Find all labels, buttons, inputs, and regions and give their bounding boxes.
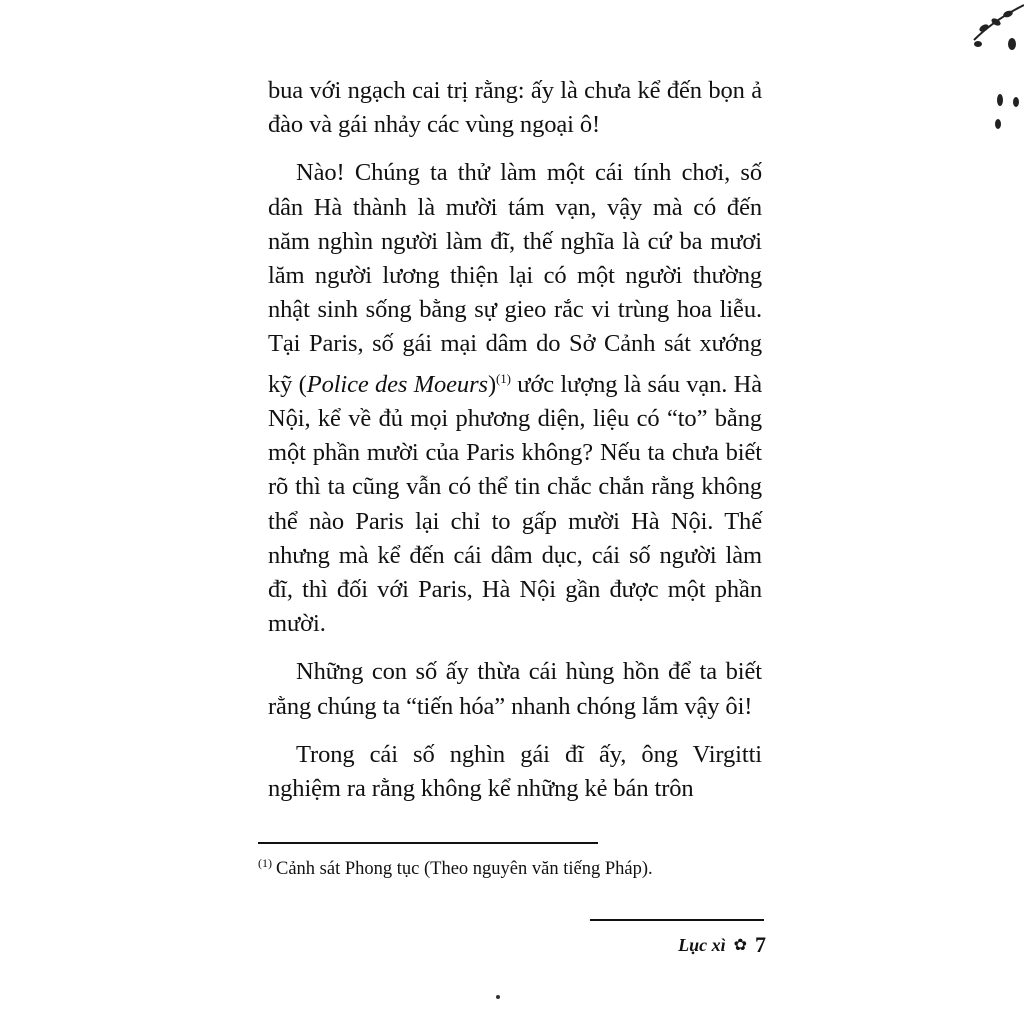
paragraph-2-start: Nào! Chúng ta thử làm một cái tính chơi, số dân Hà thành là mười tám vạn, vậy mà có đến năm nghìn người làm đĩ, thế nghĩa là cứ ba mươi lăm người lương thiện lại có một người thường nhật sinh sống bằng sự gieo rắc vi trùng hoa liễu. Tại Paris, số gái mại dâm do Sở Cảnh sát xướng kỹ — [268, 159, 762, 398]
running-footer — [678, 932, 766, 958]
paragraph-4: Trong cái số nghìn gái đĩ ấy, ông Virgitti nghiệm ra rằng không kể những kẻ bán trôn — [268, 740, 762, 803]
footnote-divider — [258, 842, 598, 844]
footnote-marker: (1) — [258, 856, 272, 870]
page-number: 7 — [755, 932, 766, 957]
paragraph-2: Nào! Chúng ta thử làm một cái tính chơi, số dân Hà thành là mười tám vạn, vậy mà có đến năm nghìn người làm đĩ, thế nghĩa là cứ ba mươi lăm người lương thiện lại có một người thường nhật sinh sống bằng sự gieo rắc vi trùng hoa liễu. Tại Paris, số gái mại dâm do Sở Cảnh sát xướng kỹ (Police des Moeurs)$^{(1)}$ ước lượng là sáu vạn. Hà Nội, kể về đủ mọi phương diện, liệu có “to” bằng một phần mười của Paris không? Nếu ta chưa biết rõ thì ta cũng vẫn có thể tin chắc chắn rằng không thể nào Paris lại chỉ to gấp mười Hà Nội. Thế nhưng mà kể đến cái dâm dục, cái số người làm đĩ, thì đối với Paris, Hà Nội gần được một phần mười. — [268, 159, 762, 638]
footnote-ref: (1) — [496, 370, 511, 386]
paragraph-2-rest: ước lượng là sáu vạn. Hà Nội, kể về đủ mọi phương diện, liệu có “to” bằng một phần mười của Paris không? Nếu ta chưa biết rõ thì ta cũng vẫn có thể tin chắc chắn rằng không thể nào Paris lại chỉ to gấp mười Hà Nội. Thế nhưng mà kể đến cái dâm dục, cái số người làm đĩ, thì đối với Paris, Hà Nội gần được một phần mười. — [268, 370, 762, 638]
branch-ornament-icon — [964, 0, 1024, 140]
paragraph-1: bua với ngạch cai trị rằng: ấy là chưa kể đến bọn ả đào và gái nhảy các vùng ngoại ô! — [268, 77, 762, 139]
speck — [496, 995, 500, 999]
body-text — [268, 74, 762, 806]
book-title: Lục xì — [678, 934, 726, 955]
italic-term: Police des Moeurs — [306, 370, 488, 398]
flower-ornament-icon: ✿ — [733, 937, 747, 954]
footnote-text: Cảnh sát Phong tục (Theo nguyên văn tiếng Pháp). — [276, 859, 653, 879]
footnote — [258, 856, 758, 880]
running-head-divider — [590, 919, 764, 921]
paragraph-3: Những con số ấy thừa cái hùng hồn để ta biết rằng chúng ta “tiến hóa” nhanh chóng lắm vậy ôi! — [268, 658, 762, 720]
